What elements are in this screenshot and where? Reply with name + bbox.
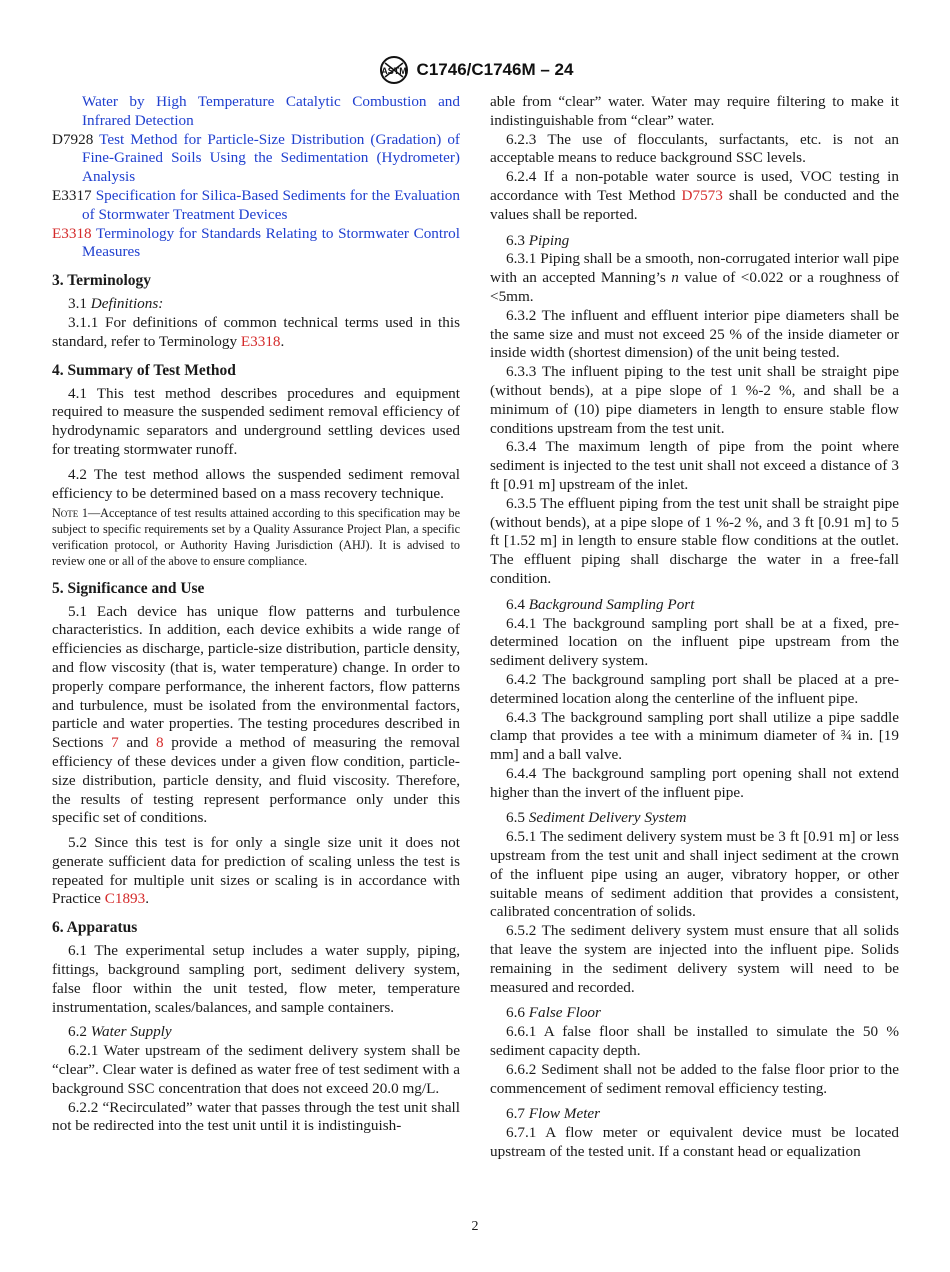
section-heading-apparatus: 6. Apparatus: [52, 919, 138, 937]
paragraph-6-4: 6.4 Background Sampling Port: [506, 595, 695, 613]
paragraph-6-4-1: 6.4.1 The background sampling port shall be at a fixed, pre-determined location on the influent pipe upstream from the sediment delivery system.: [490, 614, 899, 670]
paragraph-6-7-1: 6.7.1 A flow meter or equivalent device must be located upstream of the tested unit. If a constant head or equalization: [490, 1124, 899, 1161]
practice-c1893-link[interactable]: C1893: [104, 890, 146, 908]
paragraph-6-3-1: 6.3.1 Piping shall be a smooth, non-corrugated interior wall pipe with an accepted Manning’s n value of <0.022 or a roughness of <5mm.: [490, 250, 899, 305]
page-number: 2: [471, 1219, 479, 1234]
paragraph-6-4-4: 6.4.4 The background sampling port opening shall not extend higher than the invert of the influent pipe.: [490, 764, 899, 801]
paragraph-6-3-3: 6.3.3 The influent piping to the test unit shall be straight pipe (without bends), at a pipe slope of 1 %-2 %, and shall be a minimum of (10) pipe diameters in length to ensure stable flow conditions upstream from the test unit.: [490, 363, 899, 437]
page-header: [0, 55, 950, 85]
note-1: Note 1—Acceptance of test results attained according to this specification may be subject to specific requirements set by a Quality Assurance Project Plan, a specific verification protocol, or Authority Having Jurisdiction (AHJ). It is advised to review one or all of the above to ensure compliance.: [52, 506, 460, 568]
paragraph-6-2-4: 6.2.4 If a non-potable water source is used, VOC testing in accordance with Test Method D7573 shall be conducted and the values shall be reported.: [490, 168, 900, 223]
paragraph-6-3-2: 6.3.2 The influent and effluent interior pipe diameters shall be the same size and must not exceed 25 % of the inside diameter or inside width (shortest dimension) of the unit being tested.: [490, 306, 899, 362]
reference-continuation[interactable]: Water by High Temperature Catalytic Combustion and Infrared Detection: [82, 93, 460, 129]
test-method-d7573-link[interactable]: D7573: [681, 186, 723, 204]
logo-text: ASTM: [380, 66, 407, 76]
paragraph-4-2: 4.2 The test method allows the suspended sediment removal efficiency to be determined based on a mass recovery technique.: [52, 465, 460, 502]
right-column: [490, 93, 899, 1162]
paragraph-6-5-2: 6.5.2 The sediment delivery system must ensure that all solids that leave the system are injected into the influent pipe. Solids remaining in the sediment delivery system will need to be measured and recorded.: [490, 922, 899, 996]
paragraph-6-6-1: 6.6.1 A false floor shall be installed to simulate the 50 % sediment capacity depth.: [490, 1023, 899, 1060]
paragraph-6-2-1: 6.2.1 Water upstream of the sediment delivery system shall be “clear”. Clear water is defined as water free of test sediment with a background SSC concentration that does not exceed 20.0 mg/L.: [52, 1042, 460, 1097]
paragraph-3-1-1: 3.1.1 For definitions of common technical terms used in this standard, refer to Terminology E3318.: [52, 313, 460, 350]
reference-d7928: [52, 131, 460, 187]
paragraph-6-6-2: 6.6.2 Sediment shall not be added to the false floor prior to the commencement of sediment removal efficiency testing.: [490, 1060, 899, 1097]
reference-code-link[interactable]: E3318: [52, 224, 92, 242]
paragraph-6-5: 6.5 Sediment Delivery System: [506, 809, 687, 827]
paragraph-6-3-5: 6.3.5 The effluent piping from the test unit shall be straight pipe (without bends), at a pipe slope of 1 %-2 %, and 3 ft [0.91 m] to 5 ft [1.52 m] in length to ensure stable flow conditions at the outlet. The effluent piping shall discharge the water in a free-fall condition.: [490, 494, 899, 587]
reference-title-link[interactable]: Test Method for Particle-Size Distribution (Gradation) of Fine-Grained Soils Using the Sedimentation (Hydrometer) Analysis: [82, 130, 460, 186]
paragraph-6-4-2: 6.4.2 The background sampling port shall be placed at a pre-determined location along the centerline of the influent pipe.: [490, 670, 899, 707]
section-7-link[interactable]: 7: [111, 734, 119, 752]
paragraph-6-2-2-end: able from “clear” water. Water may require filtering to make it indistinguishable from “clear” water.: [490, 93, 899, 129]
section-heading-terminology: 3. Terminology: [52, 272, 152, 290]
reference-title-link[interactable]: Terminology for Standards Relating to Stormwater Control Measures: [82, 224, 460, 261]
paragraph-3-1: 3.1 Definitions:: [68, 295, 164, 313]
paragraph-6-3-4: 6.3.4 The maximum length of pipe from the point where sediment is injected to the test unit shall not exceed a distance of 3 ft [0.91 m] upstream of the inlet.: [490, 438, 899, 493]
paragraph-6-2-2-start: 6.2.2 “Recirculated” water that passes through the test unit shall not be redirected into the test unit until it is indistinguish-: [52, 1098, 460, 1135]
reference-code: D7928: [52, 130, 94, 148]
paragraph-5-2: 5.2 Since this test is for only a single size unit it does not generate sufficient data for prediction of scaling unless the test is repeated for multiple unit sizes or scaling is in accordance with Practice C1893.: [52, 834, 460, 908]
left-column: [52, 93, 460, 1136]
paragraph-6-5-1: 6.5.1 The sediment delivery system must be 3 ft [0.91 m] or less upstream from the test unit and shall inject sediment at the crown of the influent pipe using an auger, vibratory hopper, or other suitable means of sediment addition that provides a consistent, calibrated concentration of solids.: [490, 828, 899, 921]
reference-e3318: [52, 225, 460, 263]
paragraph-6-7: 6.7 Flow Meter: [506, 1105, 601, 1123]
reference-code: E3317: [52, 186, 92, 204]
section-heading-significance: 5. Significance and Use: [52, 579, 205, 597]
paragraph-6-2: 6.2 Water Supply: [68, 1023, 172, 1041]
document-designation: C1746/C1746M – 24: [416, 60, 574, 79]
reference-title-link[interactable]: Specification for Silica-Based Sediments for the Evaluation of Stormwater Treatment Devices: [82, 186, 460, 223]
paragraph-6-2-3: 6.2.3 The use of flocculants, surfactants, etc. is not an acceptable means to reduce background SSC levels.: [490, 130, 899, 167]
paragraph-4-1: 4.1 This test method describes procedures and equipment required to measure the suspended sediment removal efficiency of hydrodynamic separators and underground settling devices used for treating stormwater runoff.: [52, 384, 460, 458]
section-8-link[interactable]: 8: [155, 734, 164, 752]
reference-e3317: [52, 187, 460, 225]
astm-logo-icon: [377, 55, 411, 85]
paragraph-5-1: 5.1 Each device has unique flow patterns and turbulence characteristics. In addition, each device exhibits a wide range of efficiencies as discharge, particle-size distribution, particle density, and flow viscosity (that is, water temperature) change. In order to properly compare performance, the inherent factors, flow patterns and turbulence, must be isolated from the environmental factors, particle and water properties. The testing procedures described in Sections 7 and 8 provide a method of measuring the removal efficiency of these devices under a given flow condition, particle-size distribution, particle density, and fluid viscosity. Therefore, the results of testing represent performance only under this specific set of conditions.: [52, 602, 461, 827]
section-heading-summary: 4. Summary of Test Method: [52, 361, 236, 379]
paragraph-6-4-3: 6.4.3 The background sampling port shall utilize a pipe saddle clamp that provides a tee with a minimum diameter of ¾ in. [19 mm] and a ball valve.: [490, 708, 899, 764]
paragraph-6-6: 6.6 False Floor: [506, 1004, 601, 1022]
paragraph-6-1: 6.1 The experimental setup includes a water supply, piping, fittings, background sampling port, sediment delivery system, false floor within the unit tested, flow meter, temperature instrumentation, scales/balances, and sample containers.: [52, 942, 460, 1016]
paragraph-6-3: 6.3 Piping: [506, 231, 570, 249]
terminology-link[interactable]: E3318: [240, 332, 281, 350]
